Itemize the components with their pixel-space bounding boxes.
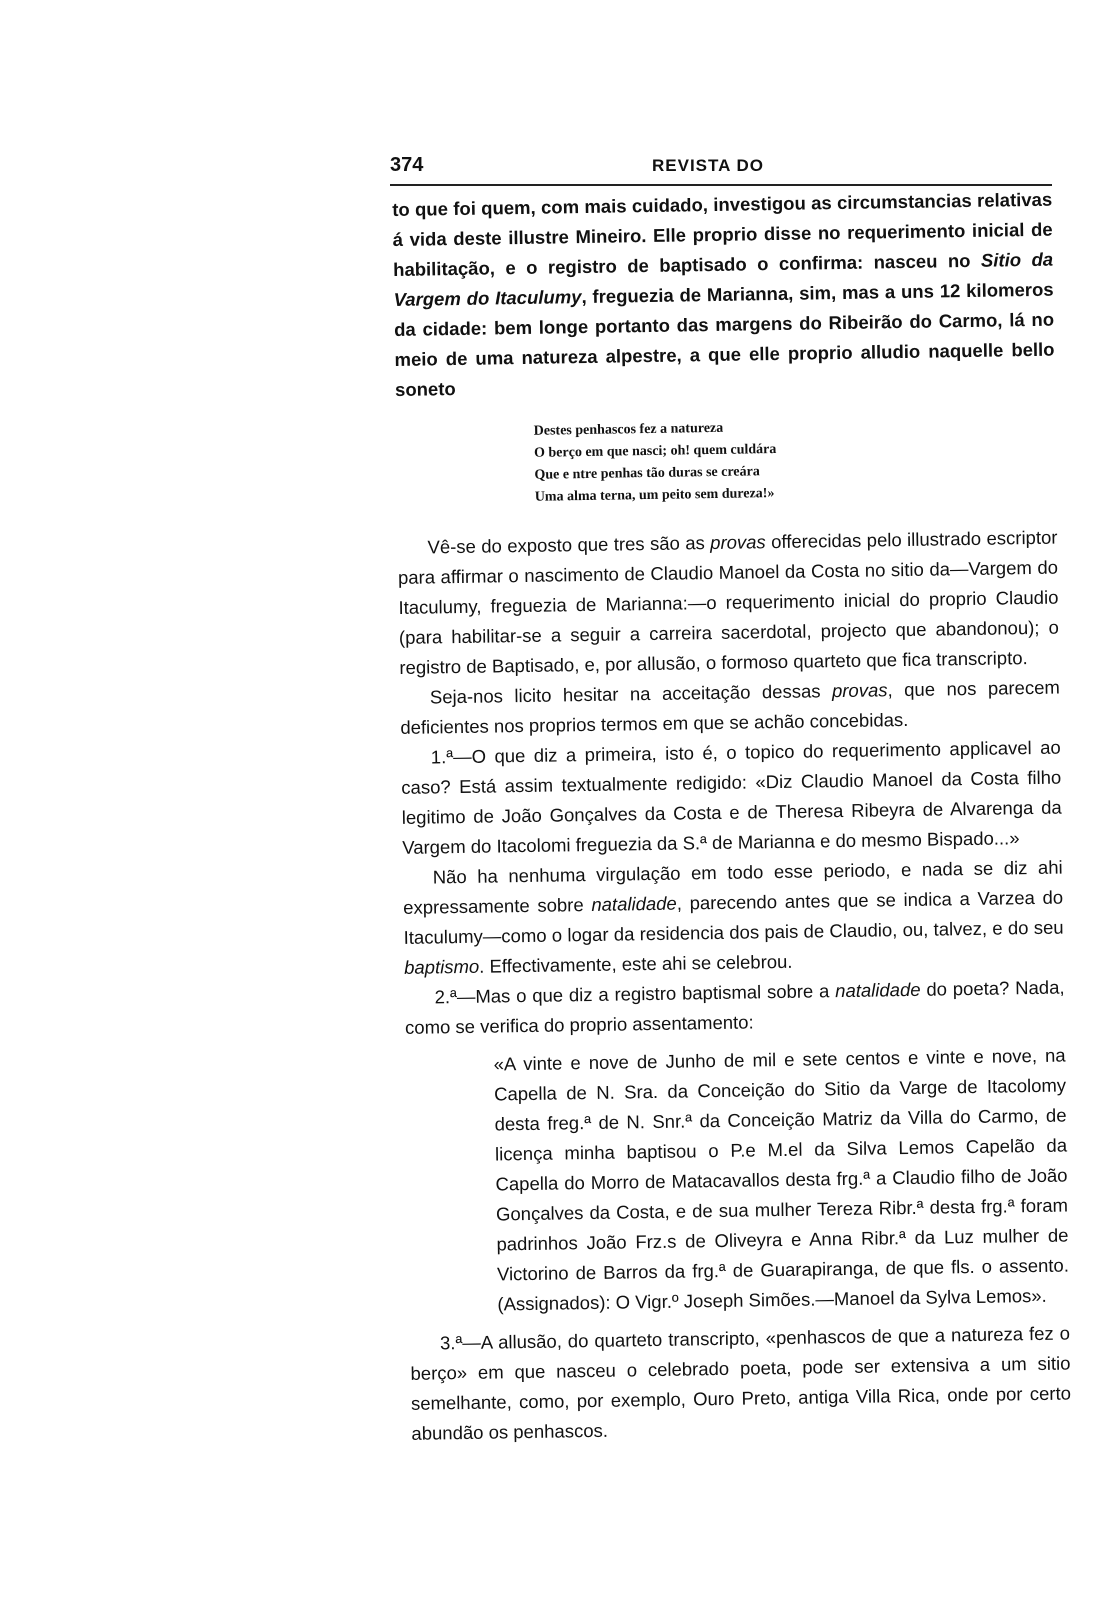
paragraph: to que foi quem, com mais cuidado, investigou as circumstancias relativas á vida deste illustre Mineiro. Elle proprio disse no requerimento inicial de habilitação, e o registro de baptisado o confirma: nasceu no Sitio da Vargem do Itaculumy, freguezia de Marianna, sim, mas a uns 12 kilomeros da cidade: bem longe portanto das margens do Ribeirão do Carmo, lá no meio de uma natureza alpestre, a que elle proprio alludio naquelle bello soneto: [392, 188, 1055, 400]
sonnet-quote: [534, 413, 1057, 509]
verse-line: Uma alma terna, um peito sem dureza!»: [534, 486, 775, 505]
paragraph: Não ha nenhuma virgulação em todo esse periodo, e nada se diz ahi expressamente sobre natalidade, parecendo antes que se indica a Varzea do Itaculumy—como o logar da residencia dos pais de Claudio, ou, talvez, e do seu baptismo. Effectivamente, este ahi se celebrou.: [403, 856, 1064, 978]
verse-line: Destes penhascos fez a natureza: [533, 420, 724, 439]
running-head: REVISTA DO: [652, 156, 765, 175]
verse-line: O berço em que nasci; oh! quem culdára: [533, 441, 777, 461]
paragraph: 2.ª—Mas o que diz a registro baptismal sobre a natalidade do poeta? Nada, como se verifica do proprio assentamento:: [404, 976, 1065, 1038]
baptism-record-quote: «A vinte e nove de Junho de mil e sete centos e vinte e nove, na Capella de N. Sra. da Conceição do Sitio da Varge de Itacolomy desta freg.ª de N. Snr.ª da Conceição Matriz da Villa do Carmo, de licença minha baptisou o P.e M.el da Silva Lemos Capelão da Capella do Morro de Matacavallos desta frg.ª a Claudio filho de João Gonçalves da Costa, e de sua mulher Tereza Ribr.ª desta frg.ª foram padrinhos João Frz.s de Oliveyra e Anna Ribr.ª da Luz mulher de Victorino de Barros da frg.ª de Guarapiranga, de que fls. o assento. (Assignados): O Vigr.º Joseph Simões.—Manoel da Sylva Lemos».: [493, 1044, 1070, 1315]
paragraph: Seja-nos licito hesitar na acceitação dessas provas, que nos parecem deficientes nos proprios termos em que se achão concebidas.: [400, 676, 1060, 738]
page-number: 374: [390, 154, 424, 176]
verse-line: Que e ntre penhas tão duras se creára: [534, 464, 760, 483]
paragraph: 3.ª—A allusão, do quarteto transcripto, «penhascos de que a natureza fez o berço» em que nasceu o celebrado poeta, pode ser extensiva a um sitio semelhante, como, por exemplo, Ouro Preto, antiga Villa Rica, onde por certo abundão os penhascos.: [410, 1322, 1072, 1444]
article-body: [392, 185, 1072, 1449]
paragraph: 1.ª—O que diz a primeira, isto é, o topico do requerimento applicavel ao caso? Está assim textualmente redigido: «Diz Claudio Manoel da Costa filho legitimo de João Gonçalves da Costa e de Theresa Ribeyra de Alvarenga da Vargem do Itacolomi freguezia da S.ª de Marianna e do mesmo Bispado...»: [401, 736, 1062, 858]
page-header: [390, 150, 1052, 186]
place-name: Sitio da Vargem do Itaculumy: [393, 248, 1054, 310]
paragraph: Vê-se do exposto que tres são as provas offerecidas pelo illustrado escriptor para affirmar o nascimento de Claudio Manoel da Costa no sitio da—Vargem do Itaculumy, freguezia de Marianna:—o requerimento inicial do proprio Claudio (para habilitar-se a seguir a carreira sacerdotal, projecto que abandonou); o registro de Baptisado, e, por allusão, o formoso quarteto que fica transcripto.: [397, 526, 1060, 678]
